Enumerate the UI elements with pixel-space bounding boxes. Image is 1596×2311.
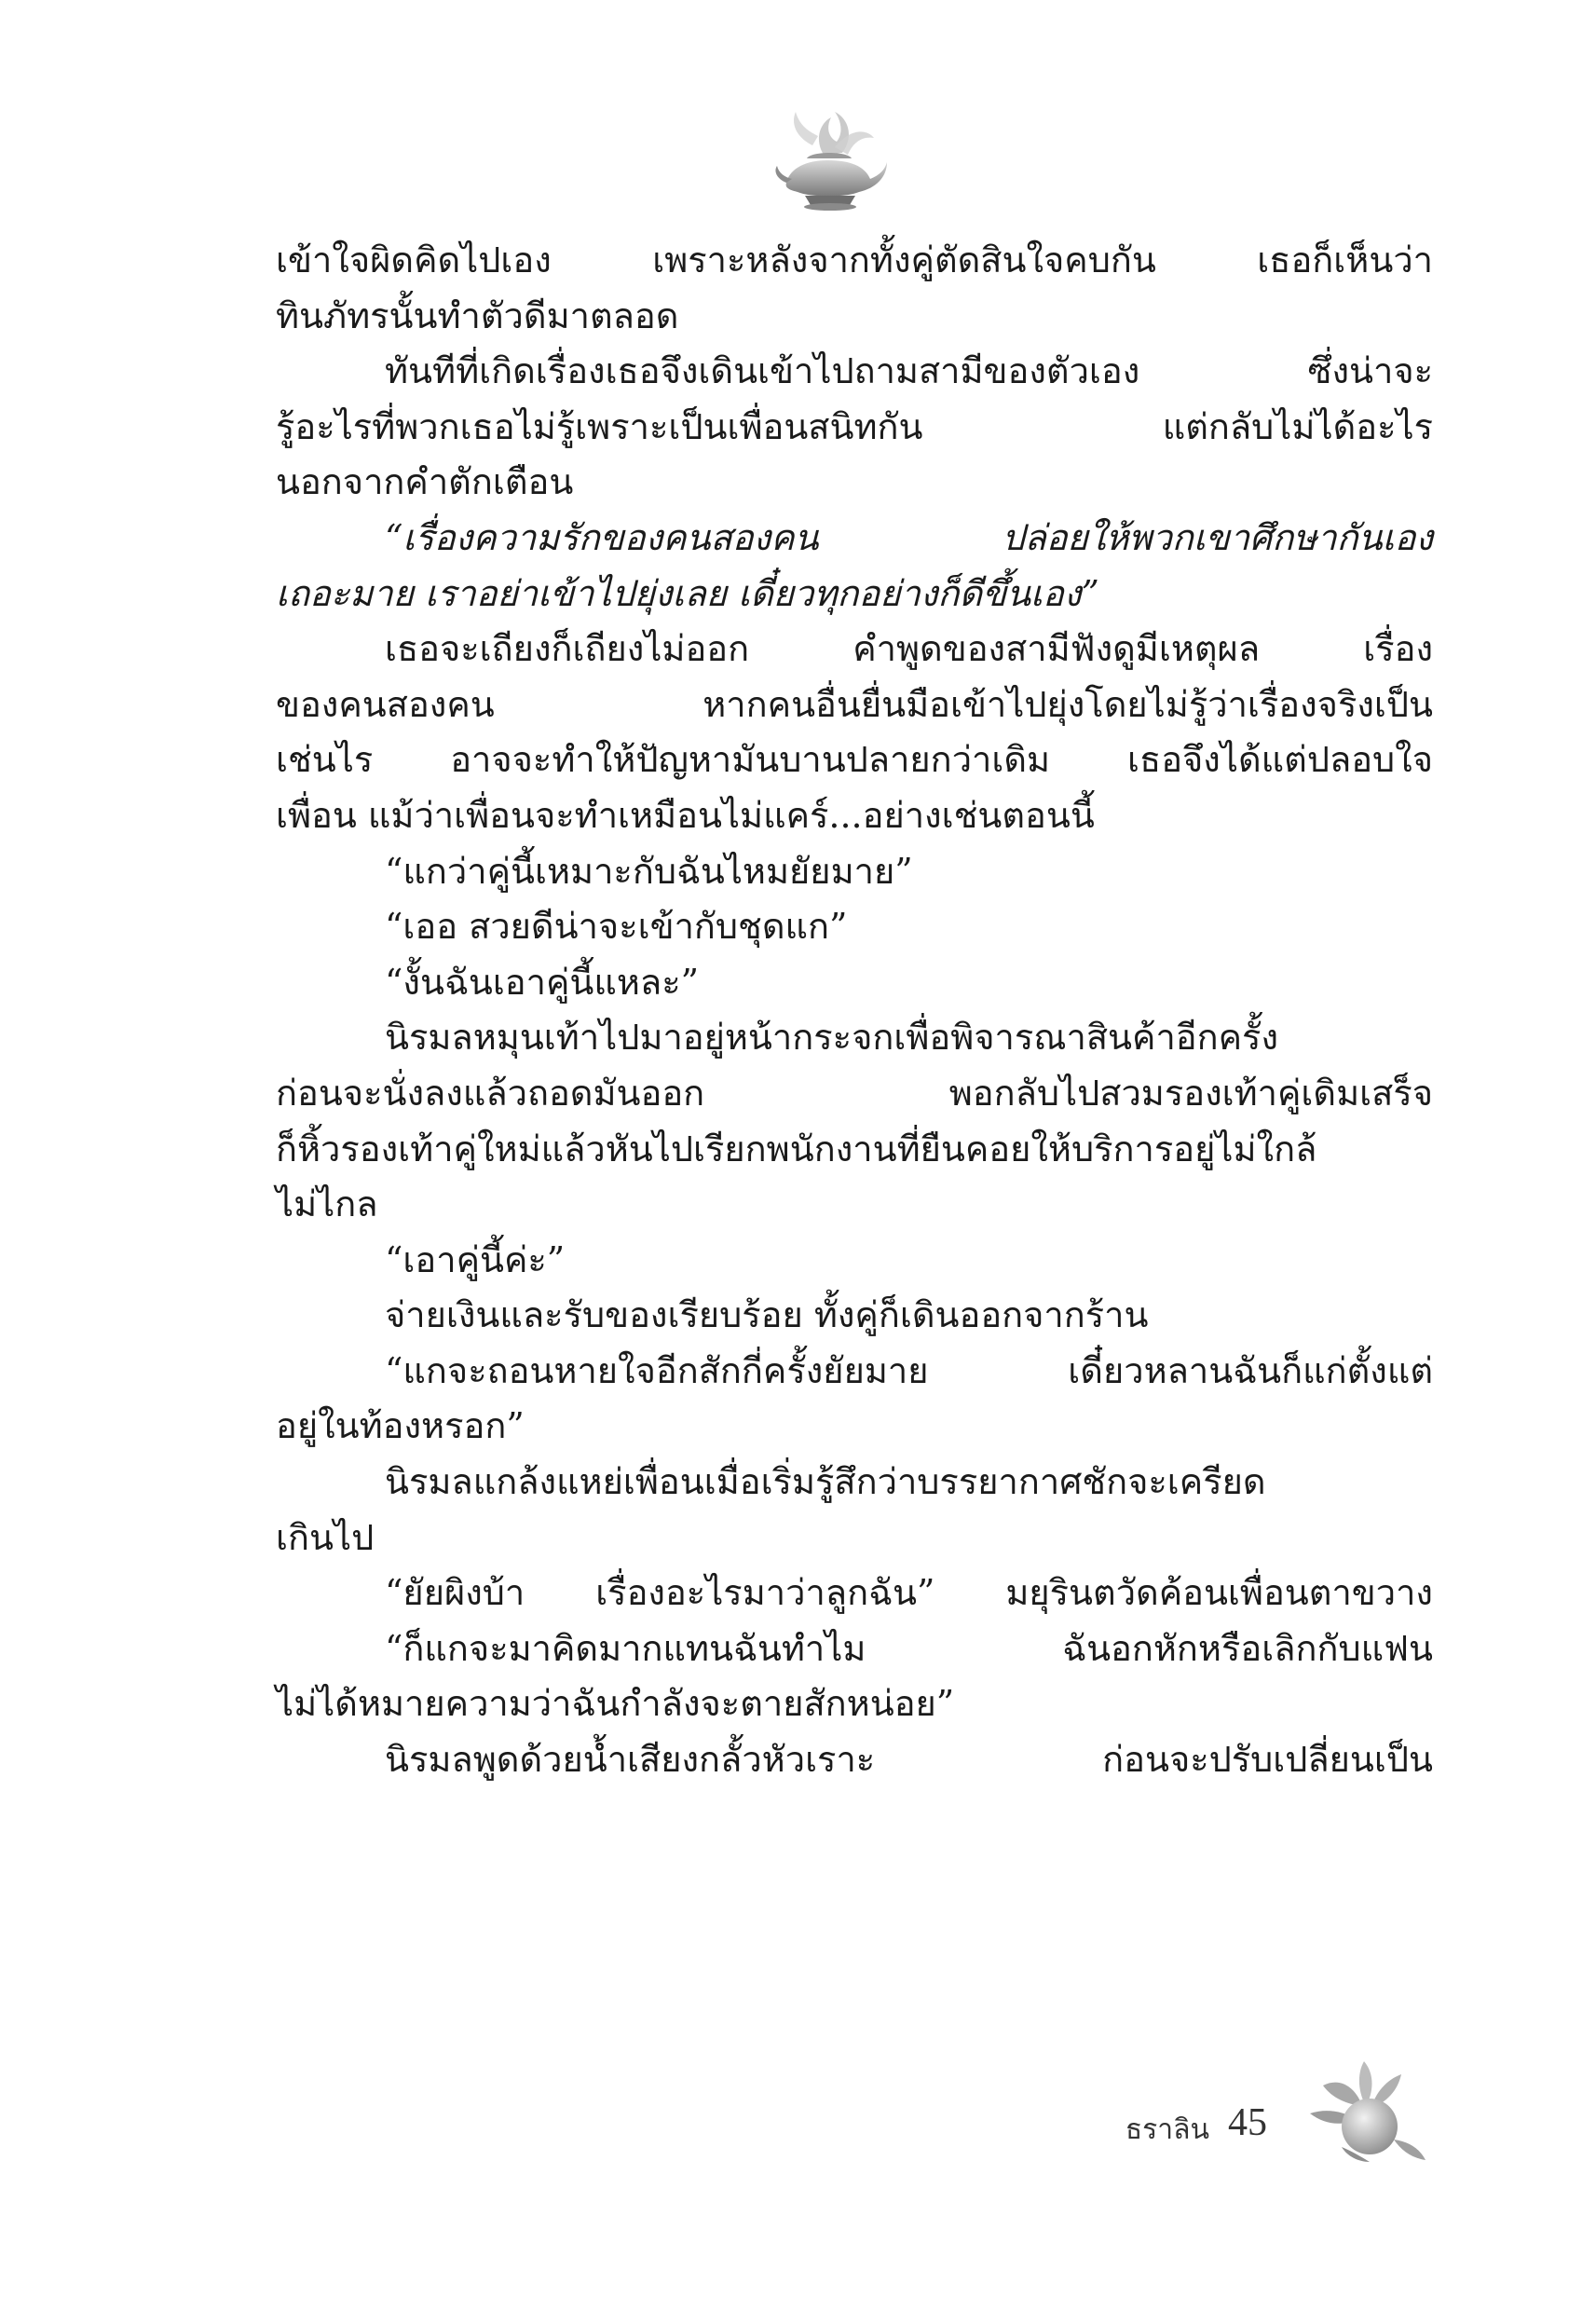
dialogue-line: “เออ สวยดีน่าจะเข้ากับชุดแก” bbox=[385, 906, 848, 948]
flower-icon bbox=[1304, 2058, 1430, 2169]
page-number: 45 bbox=[1228, 2101, 1267, 2144]
text-line: ไม่ไกล bbox=[276, 1183, 378, 1225]
text-line: ก่อนจะนั่งลงแล้วถอดมันออก พอกลับไปสวมรองเท้าคู่เดิมเสร็จ bbox=[276, 1072, 1433, 1114]
text-line: ของคนสองคน หากคนอื่นยื่นมือเข้าไปยุ่งโดยไม่รู้ว่าเรื่องจริงเป็น bbox=[276, 683, 1433, 725]
dialogue-line: “ก็แกจะมาคิดมากแทนฉันทำไม ฉันอกหักหรือเลิกกับแฟน bbox=[385, 1627, 1433, 1669]
text-line: ทันทีที่เกิดเรื่องเธอจึงเดินเข้าไปถามสามีของตัวเอง ซึ่งน่าจะ bbox=[385, 350, 1433, 392]
text-line: จ่ายเงินและรับของเรียบร้อย ทั้งคู่ก็เดินออกจากร้าน bbox=[385, 1294, 1149, 1336]
dialogue-line: เถอะมาย เราอย่าเข้าไปยุ่งเลย เดี๋ยวทุกอย่างก็ดีขึ้นเอง” bbox=[276, 572, 1099, 614]
dialogue-line: ไม่ได้หมายความว่าฉันกำลังจะตายสักหน่อย” bbox=[276, 1683, 955, 1725]
genie-lamp-icon bbox=[770, 101, 891, 217]
text-line: เข้าใจผิดคิดไปเอง เพราะหลังจากทั้งคู่ตัดสินใจคบกัน เธอก็เห็นว่า bbox=[276, 239, 1433, 280]
dialogue-line: อยู่ในท้องหรอก” bbox=[276, 1405, 525, 1447]
text-line: เธอจะเถียงก็เถียงไม่ออก คำพูดของสามีฟังดูมีเหตุผล เรื่อง bbox=[385, 628, 1433, 670]
text-line: นิรมลแกล้งแหย่เพื่อนเมื่อเริ่มรู้สึกว่าบรรยากาศชักจะเครียด bbox=[385, 1461, 1266, 1503]
dialogue-line: “เรื่องความรักของคนสองคน ปล่อยให้พวกเขาศึกษากันเอง bbox=[385, 516, 1433, 558]
text-line: ก็หิ้วรองเท้าคู่ใหม่แล้วหันไปเรียกพนักงานที่ยืนคอยให้บริการอยู่ไม่ใกล้ bbox=[276, 1128, 1317, 1169]
text-line: นอกจากคำตักเตือน bbox=[276, 461, 574, 503]
text-line: เช่นไร อาจจะทำให้ปัญหามันบานปลายกว่าเดิม เธอจึงได้แต่ปลอบใจ bbox=[276, 739, 1433, 781]
dialogue-line: “งั้นฉันเอาคู่นี้แหละ” bbox=[385, 961, 700, 1003]
footer-book-title: ธราลิน bbox=[1125, 2113, 1209, 2146]
dialogue-line: “เอาคู่นี้ค่ะ” bbox=[385, 1238, 566, 1280]
text-line: เพื่อน แม้ว่าเพื่อนจะทำเหมือนไม่แคร์...อย่างเช่นตอนนี้ bbox=[276, 794, 1095, 836]
text-line: นิรมลหมุนเท้าไปมาอยู่หน้ากระจกเพื่อพิจารณาสินค้าอีกครั้ง bbox=[385, 1017, 1278, 1059]
body-text bbox=[276, 233, 1433, 1788]
text-line: เกินไป bbox=[276, 1516, 375, 1558]
dialogue-line: “ยัยผิงบ้า เรื่องอะไรมาว่าลูกฉัน” มยุรินตวัดค้อนเพื่อนตาขวาง bbox=[385, 1572, 1433, 1614]
dialogue-line: “แกว่าคู่นี้เหมาะกับฉันไหมยัยมาย” bbox=[385, 850, 913, 892]
text-line: รู้อะไรที่พวกเธอไม่รู้เพราะเป็นเพื่อนสนิทกัน แต่กลับไม่ได้อะไร bbox=[276, 405, 1433, 447]
text-line: นิรมลพูดด้วยน้ำเสียงกลั้วหัวเราะ ก่อนจะปรับเปลี่ยนเป็น bbox=[385, 1739, 1433, 1781]
dialogue-line: “แกจะถอนหายใจอีกสักกี่ครั้งยัยมาย เดี๋ยวหลานฉันก็แก่ตั้งแต่ bbox=[385, 1349, 1433, 1391]
text-line: ทินภัทรนั้นทำตัวดีมาตลอด bbox=[276, 294, 679, 336]
